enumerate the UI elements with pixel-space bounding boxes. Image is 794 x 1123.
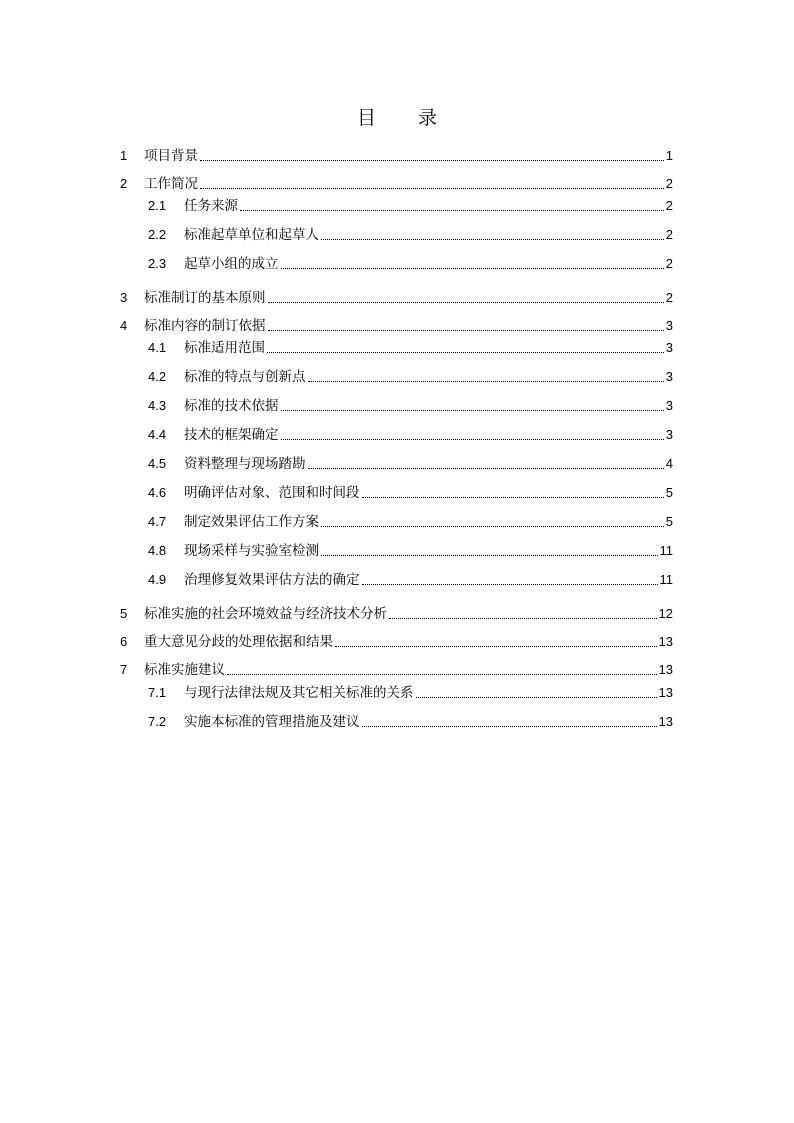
dot-leader xyxy=(362,726,657,727)
toc-entry-number: 4.9 xyxy=(148,572,167,587)
toc-entry[interactable] xyxy=(120,147,673,165)
toc-entry-label: 标准内容的制订依据 xyxy=(144,318,266,334)
dot-leader xyxy=(281,439,664,440)
toc-subentry[interactable] xyxy=(148,684,673,702)
toc-entry-page: 2 xyxy=(665,176,673,191)
toc-entry[interactable] xyxy=(120,605,673,623)
toc-title: 目 录 xyxy=(356,107,456,129)
toc-entry[interactable] xyxy=(120,289,673,307)
toc-entry-label: 制定效果评估工作方案 xyxy=(184,514,319,530)
toc-entry-number: 7.1 xyxy=(148,685,167,700)
toc-entry-number: 4.2 xyxy=(148,369,167,384)
toc-entry-label: 标准起草单位和起草人 xyxy=(184,227,319,243)
toc-entry-number: 6 xyxy=(120,634,128,649)
toc-entry-number: 4.6 xyxy=(148,485,167,500)
dot-leader xyxy=(389,618,657,619)
toc-entry-label: 起草小组的成立 xyxy=(184,256,279,272)
toc-entry-number: 2.3 xyxy=(148,256,167,271)
dot-leader xyxy=(200,160,664,161)
toc-entry[interactable] xyxy=(120,175,673,193)
toc-entry-label: 工作简况 xyxy=(144,176,198,192)
dot-leader xyxy=(321,555,658,556)
toc-entry-number: 4.3 xyxy=(148,398,167,413)
toc-subentry[interactable] xyxy=(148,484,673,502)
dot-leader xyxy=(362,584,658,585)
toc-entry-page: 13 xyxy=(658,714,673,729)
toc-entry-page: 3 xyxy=(665,318,673,333)
toc-entry-page: 2 xyxy=(665,198,673,213)
toc-subentry[interactable] xyxy=(148,571,673,589)
toc-entry-number: 4 xyxy=(120,318,128,333)
toc-entry-page: 4 xyxy=(665,456,673,471)
dot-leader xyxy=(362,497,664,498)
toc-entry-page: 11 xyxy=(659,572,673,587)
toc-entry-page: 2 xyxy=(665,290,673,305)
toc-subentry[interactable] xyxy=(148,226,673,244)
toc-entry-label: 明确评估对象、范围和时间段 xyxy=(184,485,360,501)
toc-entry-number: 7.2 xyxy=(148,714,167,729)
toc-entry-page: 5 xyxy=(665,485,673,500)
toc-entry-page: 3 xyxy=(665,340,673,355)
toc-entry-number: 4.7 xyxy=(148,514,167,529)
toc-entry-label: 与现行法律法规及其它相关标准的关系 xyxy=(184,685,414,701)
toc-entry-label: 标准制订的基本原则 xyxy=(144,290,266,306)
toc-entry-page: 3 xyxy=(665,398,673,413)
toc-entry-page: 13 xyxy=(658,662,673,677)
dot-leader xyxy=(281,410,664,411)
toc-entry-label: 治理修复效果评估方法的确定 xyxy=(184,572,360,588)
dot-leader xyxy=(335,646,657,647)
dot-leader xyxy=(227,674,657,675)
toc-entry-label: 标准的技术依据 xyxy=(184,398,279,414)
toc-entry[interactable] xyxy=(120,317,673,335)
toc-entry-label: 任务来源 xyxy=(184,198,238,214)
toc-subentry[interactable] xyxy=(148,197,673,215)
toc-entry-number: 4.4 xyxy=(148,427,167,442)
toc-entry-page: 12 xyxy=(658,606,673,621)
toc-entry-label: 标准的特点与创新点 xyxy=(184,369,306,385)
toc-entry-number: 2.1 xyxy=(148,198,167,213)
toc-entry[interactable] xyxy=(120,633,673,651)
toc-entry[interactable] xyxy=(120,661,673,679)
dot-leader xyxy=(416,697,657,698)
toc-subentry[interactable] xyxy=(148,455,673,473)
toc-entry-number: 3 xyxy=(120,290,128,305)
toc-entry-label: 现场采样与实验室检测 xyxy=(184,543,319,559)
dot-leader xyxy=(240,210,664,211)
toc-entry-page: 1 xyxy=(665,148,673,163)
toc-subentry[interactable] xyxy=(148,426,673,444)
toc-entry-label: 资料整理与现场踏勘 xyxy=(184,456,306,472)
dot-leader xyxy=(308,468,664,469)
toc-entry-number: 4.5 xyxy=(148,456,167,471)
toc-entry-label: 标准适用范围 xyxy=(184,340,265,356)
toc-entry-number: 4.8 xyxy=(148,543,167,558)
toc-entry-label: 标准实施建议 xyxy=(144,662,225,678)
toc-entry-label: 标准实施的社会环境效益与经济技术分析 xyxy=(144,606,387,622)
dot-leader xyxy=(268,302,664,303)
toc-entry-page: 13 xyxy=(658,685,673,700)
toc-entry-number: 5 xyxy=(120,606,128,621)
dot-leader xyxy=(281,268,664,269)
toc-entry-number: 2 xyxy=(120,176,128,191)
toc-entry-number: 7 xyxy=(120,662,128,677)
toc-entry-number: 4.1 xyxy=(148,340,167,355)
dot-leader xyxy=(267,352,664,353)
toc-entry-page: 2 xyxy=(665,227,673,242)
dot-leader xyxy=(321,526,664,527)
toc-subentry[interactable] xyxy=(148,542,673,560)
dot-leader xyxy=(308,381,664,382)
toc-entry-page: 2 xyxy=(665,256,673,271)
toc-subentry[interactable] xyxy=(148,339,673,357)
toc-entry-page: 3 xyxy=(665,369,673,384)
toc-entry-number: 2.2 xyxy=(148,227,167,242)
toc-entry-label: 项目背景 xyxy=(144,148,198,164)
toc-entry-page: 5 xyxy=(665,514,673,529)
toc-entry-label: 技术的框架确定 xyxy=(184,427,279,443)
toc-entry-label: 实施本标准的管理措施及建议 xyxy=(184,714,360,730)
toc-subentry[interactable] xyxy=(148,513,673,531)
dot-leader xyxy=(200,188,664,189)
toc-entry-page: 11 xyxy=(659,543,673,558)
dot-leader xyxy=(321,239,664,240)
dot-leader xyxy=(268,330,664,331)
toc-entry-page: 13 xyxy=(658,634,673,649)
toc-subentry[interactable] xyxy=(148,368,673,386)
toc-subentry[interactable] xyxy=(148,255,673,273)
toc-subentry[interactable] xyxy=(148,397,673,415)
toc-entry-label: 重大意见分歧的处理依据和结果 xyxy=(144,634,333,650)
toc-subentry[interactable] xyxy=(148,713,673,731)
toc-entry-page: 3 xyxy=(665,427,673,442)
toc-entry-number: 1 xyxy=(120,148,128,163)
